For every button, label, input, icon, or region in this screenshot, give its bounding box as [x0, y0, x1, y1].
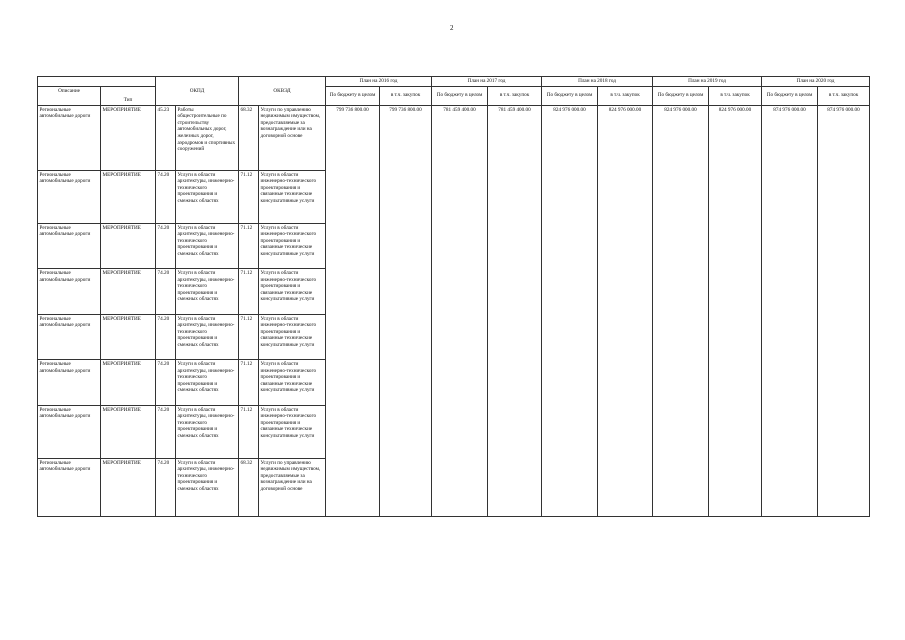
budget-header-2019: По бюджету в целом	[653, 86, 709, 105]
row-okpd-code: 74.20	[156, 223, 176, 269]
row-okpd-text: Услуги в области архитектуры, инженерно-технического проектирования и смежных областях	[176, 269, 239, 315]
row-okved-text: Услуги по управлению недвижимым имуществом, предоставляемые за вознаграждение или на договорной основе	[259, 458, 326, 516]
okved-header: ОКВЭД	[239, 77, 326, 106]
row-okved-code: 68.32	[239, 458, 259, 516]
row-type: МЕРОПРИЯТИЕ	[101, 458, 156, 516]
budget-value-2019: 824 976 000.00	[653, 105, 709, 516]
row-okpd-text: Услуги в области архитектуры, инженерно-технического проектирования и смежных областях	[176, 360, 239, 406]
row-okpd-code: 74.20	[156, 360, 176, 406]
budget-header-2016: По бюджету в целом	[326, 86, 380, 105]
procurement-value-2016: 799 736 800.00	[380, 105, 432, 516]
row-okved-text: Услуги в области инженерно-технического проектирования и связанные технические консультативные услуги	[259, 360, 326, 406]
procurement-value-2019: 824 976 000.00	[709, 105, 762, 516]
year-2019-header: План на 2019 год	[653, 77, 762, 87]
procurement-header-2018: в т.ч. закупок	[598, 86, 653, 105]
description-header: Описание	[38, 86, 101, 105]
year-2020-header: План на 2020 год	[762, 77, 870, 87]
row-okved-code: 71.12	[239, 360, 259, 406]
row-type: МЕРОПРИЯТИЕ	[101, 170, 156, 223]
budget-value-2020: 874 976 000.00	[762, 105, 818, 516]
procurement-value-2017: 781 459 400.00	[488, 105, 542, 516]
plan-table	[37, 76, 870, 517]
procurement-header-2020: в т.ч. закупок	[818, 86, 870, 105]
budget-value-2016: 799 736 800.00	[326, 105, 380, 516]
row-okpd-code: 74.20	[156, 314, 176, 360]
row-description: Региональные автомобильные дороги	[38, 405, 101, 458]
description-header-top	[38, 77, 156, 87]
row-description: Региональные автомобильные дороги	[38, 105, 101, 170]
row-type: МЕРОПРИЯТИЕ	[101, 105, 156, 170]
budget-header-2017: По бюджету в целом	[432, 86, 488, 105]
row-description: Региональные автомобильные дороги	[38, 170, 101, 223]
procurement-header-2019: в т.ч. закупок	[709, 86, 762, 105]
procurement-value-2018: 824 976 000.00	[598, 105, 653, 516]
row-type: МЕРОПРИЯТИЕ	[101, 360, 156, 406]
row-okpd-text: Услуги в области архитектуры, инженерно-технического проектирования и смежных областях	[176, 405, 239, 458]
row-okpd-text: Услуги в области архитектуры, инженерно-технического проектирования и смежных областях	[176, 223, 239, 269]
procurement-header-2016: в т.ч. закупок	[380, 86, 432, 105]
row-description: Региональные автомобильные дороги	[38, 223, 101, 269]
row-type: МЕРОПРИЯТИЕ	[101, 269, 156, 315]
row-okpd-text: Услуги в области архитектуры, инженерно-технического проектирования и смежных областях	[176, 458, 239, 516]
budget-value-2017: 781 459 400.00	[432, 105, 488, 516]
row-okpd-code: 74.20	[156, 170, 176, 223]
row-okpd-text: Услуги в области архитектуры, инженерно-технического проектирования и смежных областях	[176, 170, 239, 223]
row-okved-text: Услуги в области инженерно-технического проектирования и связанные технические консультативные услуги	[259, 314, 326, 360]
row-okved-code: 71.12	[239, 170, 259, 223]
procurement-header-2017: в т.ч. закупок	[488, 86, 542, 105]
procurement-value-2020: 874 976 000.00	[818, 105, 870, 516]
row-okpd-text: Работы общестроительные по строительству автомобильных дорог, железных дорог, аэродромов и спортивных сооружений	[176, 105, 239, 170]
table-row	[38, 105, 870, 170]
year-2018-header: План на 2018 год	[542, 77, 653, 87]
type-header: Тип	[101, 86, 156, 105]
row-okpd-code: 45.23	[156, 105, 176, 170]
row-okved-text: Услуги по управлению недвижимым имуществом, предоставляемые за вознаграждение или на договорной основе	[259, 105, 326, 170]
row-description: Региональные автомобильные дороги	[38, 269, 101, 315]
row-description: Региональные автомобильные дороги	[38, 314, 101, 360]
okpd-header: ОКПД	[156, 77, 239, 106]
budget-header-2020: По бюджету в целом	[762, 86, 818, 105]
row-okpd-text: Услуги в области архитектуры, инженерно-технического проектирования и смежных областях	[176, 314, 239, 360]
row-okved-text: Услуги в области инженерно-технического проектирования и связанные технические консультативные услуги	[259, 223, 326, 269]
row-okpd-code: 74.20	[156, 405, 176, 458]
budget-value-2018: 824 976 000.00	[542, 105, 598, 516]
row-okved-code: 71.12	[239, 223, 259, 269]
row-okpd-code: 74.20	[156, 269, 176, 315]
row-type: МЕРОПРИЯТИЕ	[101, 405, 156, 458]
row-description: Региональные автомобильные дороги	[38, 458, 101, 516]
row-okved-text: Услуги в области инженерно-технического проектирования и связанные технические консультативные услуги	[259, 170, 326, 223]
row-type: МЕРОПРИЯТИЕ	[101, 314, 156, 360]
year-2016-header: План на 2016 год	[326, 77, 432, 87]
row-okpd-code: 74.20	[156, 458, 176, 516]
row-okved-code: 68.32	[239, 105, 259, 170]
row-description: Региональные автомобильные дороги	[38, 360, 101, 406]
row-type: МЕРОПРИЯТИЕ	[101, 223, 156, 269]
row-okved-text: Услуги в области инженерно-технического проектирования и связанные технические консультативные услуги	[259, 405, 326, 458]
row-okved-code: 71.12	[239, 314, 259, 360]
year-2017-header: План на 2017 год	[432, 77, 542, 87]
budget-header-2018: По бюджету в целом	[542, 86, 598, 105]
row-okved-text: Услуги в области инженерно-технического проектирования и связанные технические консультативные услуги	[259, 269, 326, 315]
page-number: 2	[450, 24, 454, 32]
row-okved-code: 71.12	[239, 269, 259, 315]
row-okved-code: 71.12	[239, 405, 259, 458]
